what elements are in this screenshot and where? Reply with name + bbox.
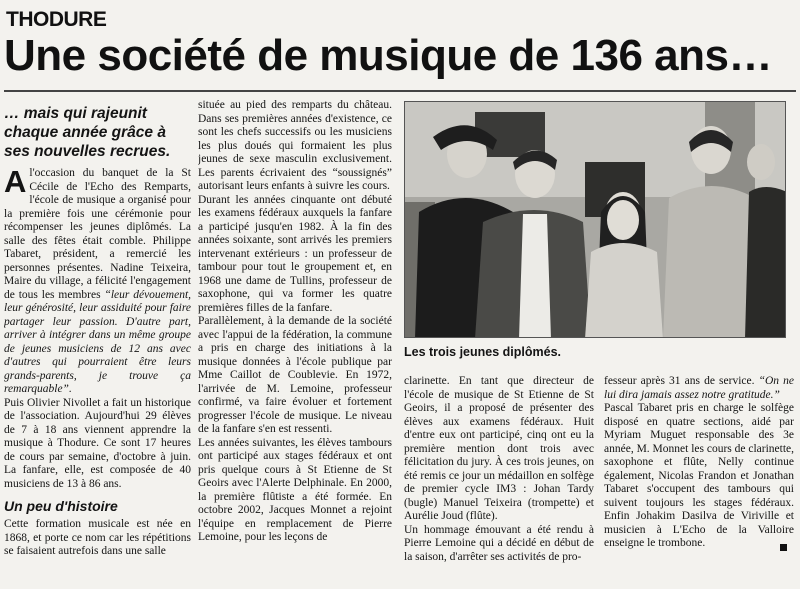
drop-cap: A [4,164,27,199]
column-3 [404,375,594,585]
column-1-paragraph-2: Puis Olivier Nivollet a fait un historique de l'association. Aujourd'hui 29 élèves de 7 à 18 ans viennent apprendre la musique à Thodure. Ce sont 17 heures de cours par semaine, d'octobre à juin. La fanfare, elle, est composée de 40 musiciens de 13 à 86 ans. [4,396,191,490]
column-3-paragraph-2: Un hommage émouvant a été rendu à Pierre Lemoine qui a décidé en début de la saison, d'arrêter ses activités de pro- [404,523,594,563]
gratitude-quote: “On ne lui dira jamais assez notre gratitude.” [604,375,794,401]
column-1-paragraph-3: Cette formation musicale est née en 1868, et porte ce nom car les répétitions se faisaient autrefois dans une salle [4,518,191,557]
column-1 [4,104,191,584]
column-2-paragraph-3: Parallèlement, à la demande de la société avec l'appui de la fédération, la commune a pris en charge des initiations à la musique données à l'école publique par Mme Caillot de Coublevie. En 1972, l'arrivée de M. Lemoine, professeur confirmé, va faire évoluer et fortement progresser l'école de musique. Le niveau de la fanfare s'en est ressenti. [198,315,392,435]
column-4-paragraph-1 [604,375,794,402]
column-4 [604,375,794,585]
column-4-paragraph-2: Pascal Tabaret pris en charge le solfège disposé en quatre sections, aidé par Myriam Muguet responsable des 3e année, M. Monnet les cours de clarinette, saxophone et flûte, Nelly continue également, Nicolas Frandon et Jonathan Tabaret s'occupent des tambours qui suivent toujours les stages fédéraux. Enfin Johakim Dasilva de Viriville et musicien à L'Echo de la Valloire enseigne le trombone. [604,402,794,549]
end-of-article-mark [780,544,787,551]
column-2-paragraph-4: Les années suivantes, les élèves tambours ont participé aux stages fédéraux et ont pris quelque cours à St Etienne de St Geoirs avec l'Alerte Delphinale. En 2000, la première flûtiste a été formée. En octobre 2002, Jacques Monnet a rejoint l'équipe en remplacement de Pierre Lemoine, pour les leçons de [198,436,392,543]
paragraph-text: fesseur après 31 ans de service. [604,375,755,387]
paragraph-text: l'occasion du banquet de la St Cécile de l'Echo des Remparts, l'école de musique a organisé pour la première fois une cérémonie pour récompenser les jeunes diplômés. La salle des fêtes était comble. Philippe Tabaret, président, a remercié les personnes présentes. Nadine Teixeira, Maire du village, a félicité l'engagement de tous les membres [4,167,191,301]
section-subhead: Un peu d'histoire [4,498,118,514]
column-2-paragraph-1: située au pied des remparts du château. Dans ses premières années d'existence, ce sont les chefs successifs ou les musiciens les plus doués qui formaient les plus jeunes de sexe masculin exclusivement. Les parents écrivaient des “soussignés” autorisant leurs enfants à suivre les cours. [198,99,392,192]
article-headline: Une société de musique de 136 ans… [4,31,772,80]
headline-rule [4,90,796,92]
mayor-quote: “leur dévouement, leur générosité, leur assiduité pour faire partager leur passion. D'autre part, arriver à intégrer dans un même groupe de jeunes musiciens de 12 ans avec d'autres qui pourraient être leurs grands-parents, je trouve ça remarquable”. [4,288,191,395]
column-2 [198,99,392,579]
column-1-paragraph-1 [4,164,191,397]
lead-deck: … mais qui rajeunit chaque année grâce à ses nouvelles recrues. [4,105,171,160]
column-3-paragraph-1: clarinette. En tant que directeur de l'école de musique de St Etienne de St Geoirs, il a proposé de présenter des élèves aux examens fédéraux. Huit d'entre eux ont participé, cinq ont eu la première mention dont trois avec félicitation du jury. À ces trois jeunes, on été remis ce jour un médaillon en solfège de premier cycle IM3 : Johan Tardy (bugle) Manuel Teixeira (trompette) et Aurélie Joud (flûte). [404,375,594,522]
location-kicker: THODURE [6,8,107,31]
photo-illustration [405,102,786,338]
column-2-paragraph-2: Durant les années cinquante ont débuté les examens fédéraux auxquels la fanfare a participé jusqu'en 1982. À la fin des années soixante, sont arrivés les premiers intervenant extérieurs : un professeur de tambour pour tout le groupement et, en 1968 une dame de Tullins, professeur de saxophone, qui va former les quatre premières filles de la fanfare. [198,193,392,314]
photo-caption: Les trois jeunes diplômés. [404,345,561,359]
group-photo [404,101,786,338]
